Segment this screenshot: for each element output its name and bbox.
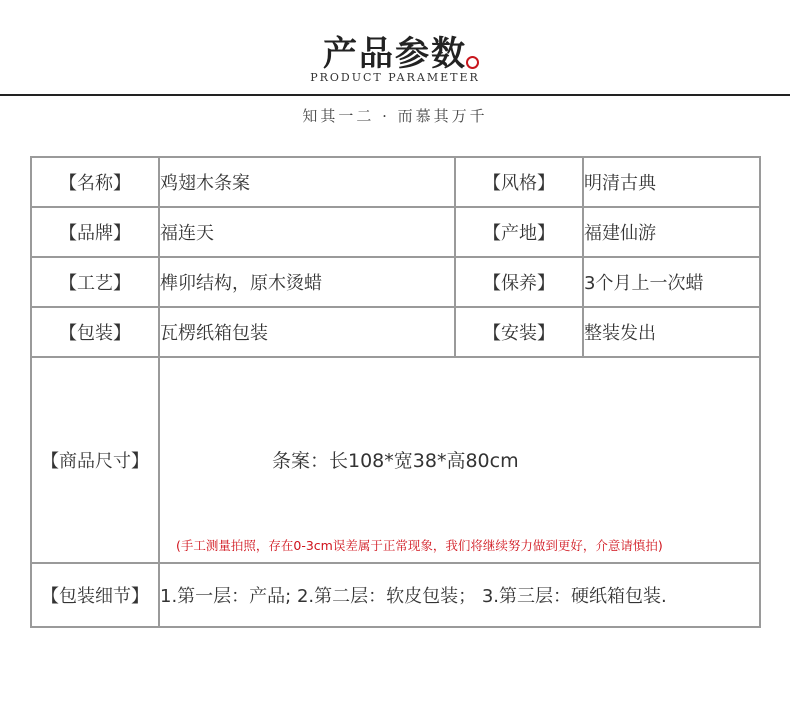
parameter-table [30,156,761,628]
value-name: 鸡翅木条案 [159,157,455,207]
label-brand: 【品牌】 [31,207,159,257]
label-package: 【包装】 [31,307,159,357]
label-origin: 【产地】 [455,207,583,257]
value-package: 瓦楞纸箱包装 [159,307,455,357]
size-cell [159,357,760,563]
label-name: 【名称】 [31,157,159,207]
size-note: (手工测量拍照，存在0-3cm误差属于正常现象，我们将继续努力做到更好，介意请慎拍) [176,538,663,553]
header-divider [0,94,790,96]
value-install: 整装发出 [583,307,760,357]
title-seal-dot [466,56,479,69]
label-install: 【安装】 [455,307,583,357]
value-origin: 福建仙游 [583,207,760,257]
value-care: 3个月上一次蜡 [583,257,760,307]
label-style: 【风格】 [455,157,583,207]
label-size: 【商品尺寸】 [31,357,159,563]
table-row [31,157,760,207]
value-brand: 福连天 [159,207,455,257]
table-row [31,307,760,357]
page-title: 产品参数 [323,34,467,74]
size-value: 条案：长108*宽38*高80cm [272,450,519,472]
value-style: 明清古典 [583,157,760,207]
motto: 知其一二 · 而慕其万千 [302,107,488,125]
table-row [31,257,760,307]
page-subtitle: PRODUCT PARAMETER [310,71,480,84]
value-packing: 1.第一层：产品; 2.第二层：软皮包装； 3.第三层：硬纸箱包装. [159,563,760,627]
label-packing: 【包装细节】 [31,563,159,627]
label-craft: 【工艺】 [31,257,159,307]
table-row [31,207,760,257]
value-craft: 榫卯结构，原木烫蜡 [159,257,455,307]
table-row-packing [31,563,760,627]
table-row-size [31,357,760,563]
label-care: 【保养】 [455,257,583,307]
